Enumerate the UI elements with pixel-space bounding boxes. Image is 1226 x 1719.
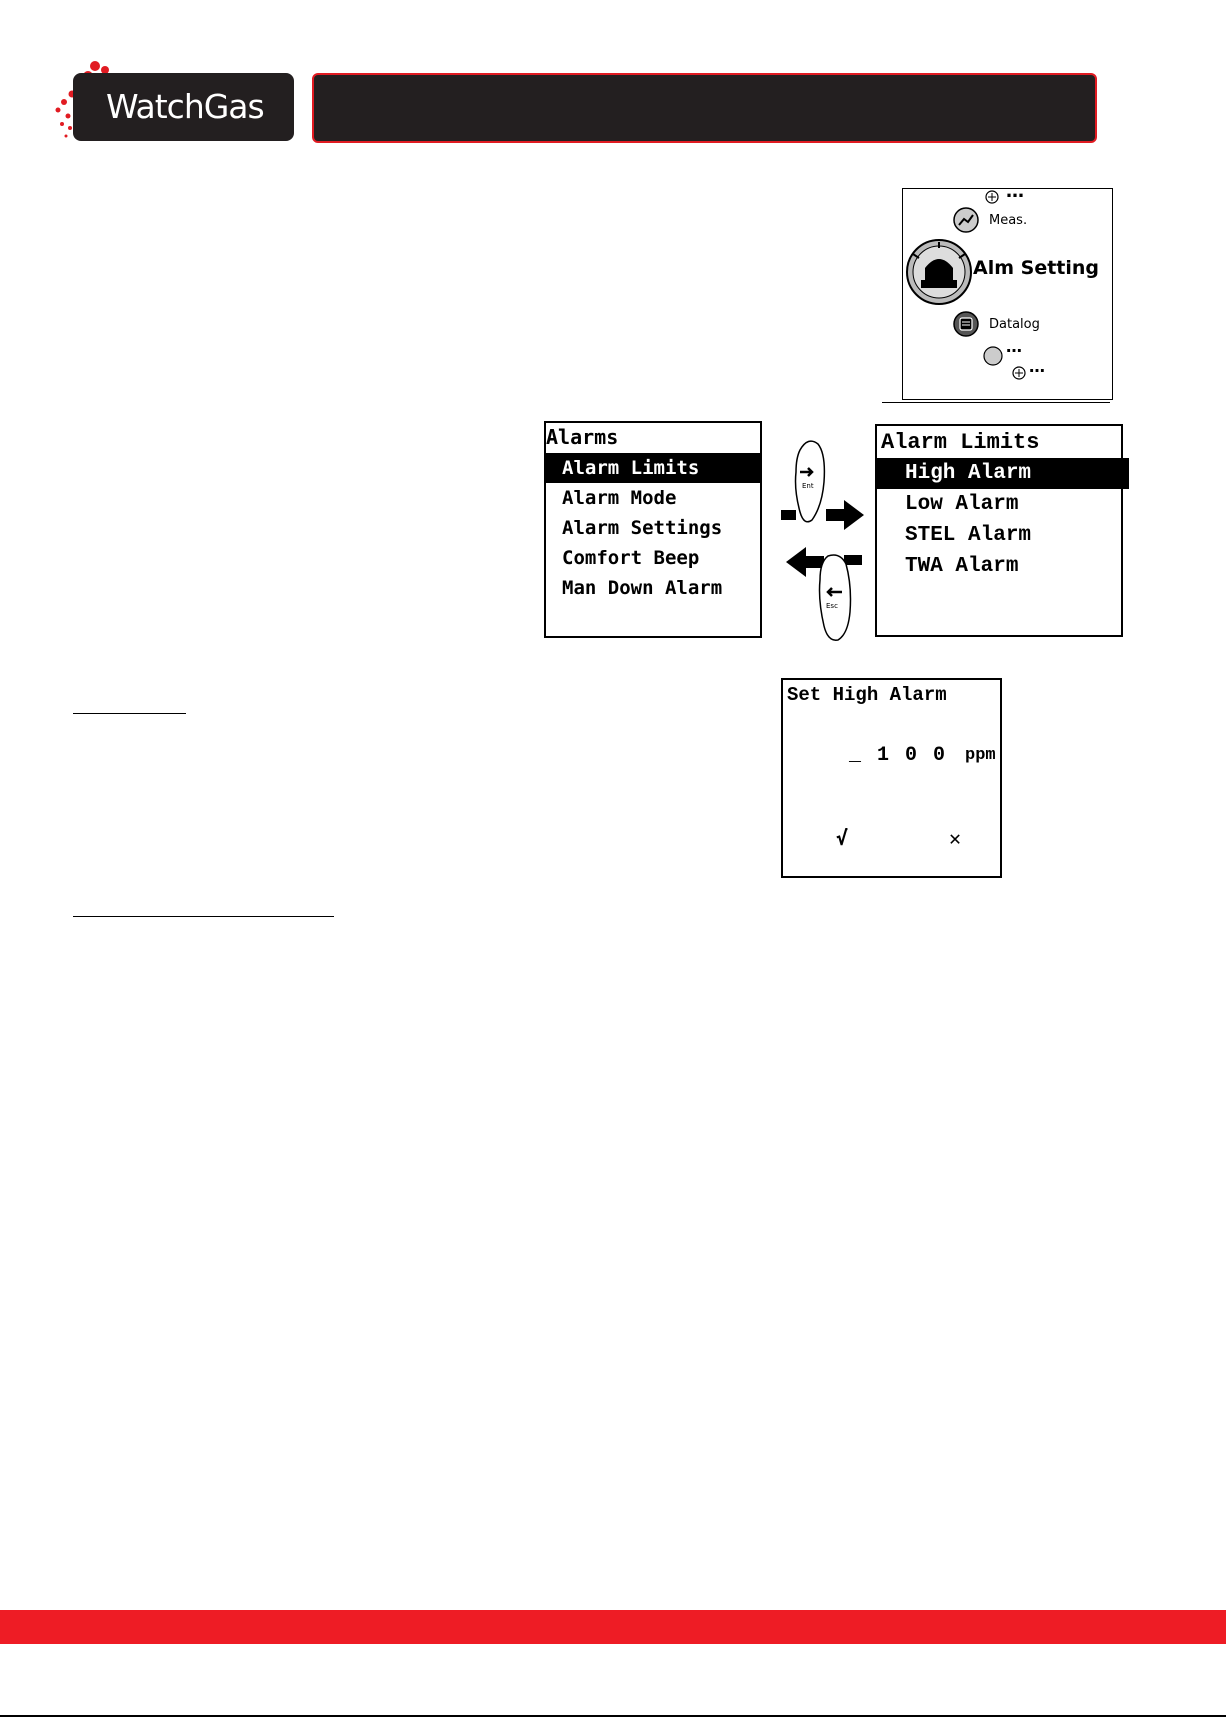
alarm-limits-menu-item[interactable]: TWA Alarm: [905, 555, 1019, 578]
footer-rule: [0, 1715, 1226, 1717]
top-ellipsis: …: [1006, 181, 1024, 202]
enter-key-label: Ent: [802, 482, 814, 490]
ellipsis-1: …: [1006, 337, 1022, 356]
left-arrow-icon: [786, 547, 824, 577]
confirm-button[interactable]: √: [836, 826, 849, 850]
set-high-alarm-screen: [781, 678, 1002, 878]
escape-key-label: Esc: [826, 602, 838, 610]
heading-underline-1: [73, 713, 186, 714]
escape-key-icon: [820, 555, 851, 640]
alarms-screen: [544, 421, 762, 638]
alarms-menu-item[interactable]: Alarm Settings: [562, 517, 723, 539]
alarm-value-field[interactable]: _ 1 0 0: [849, 744, 948, 767]
logo-text: WatchGas: [106, 87, 264, 126]
heading-underline-2: [73, 916, 334, 917]
cancel-button[interactable]: ✕: [949, 826, 962, 850]
alarms-menu-item[interactable]: Comfort Beep: [562, 547, 700, 569]
nav-screen-underline: [882, 402, 1110, 403]
alarm-siren-icon: [905, 238, 973, 306]
unit-label: ppm: [965, 746, 996, 765]
alarm-limits-list: [877, 458, 1129, 582]
alarms-menu-list: [546, 453, 760, 603]
menu-item-icon-3: [1011, 365, 1027, 381]
alarm-limits-screen: [875, 424, 1123, 637]
navigation-keys: [778, 436, 874, 646]
alarms-menu-item[interactable]: Man Down Alarm: [562, 577, 723, 599]
alarms-menu-item[interactable]: Alarm Limits: [546, 453, 760, 483]
datalog-icon: [952, 311, 980, 337]
right-arrow-icon: [826, 500, 864, 530]
alarm-limits-title: Alarm Limits: [881, 430, 1040, 455]
meas-label[interactable]: Meas.: [989, 213, 1028, 228]
menu-item-icon-2: [982, 345, 1004, 367]
header-title-bar: [312, 73, 1097, 143]
alm-setting-label[interactable]: Alm Setting: [973, 257, 1100, 279]
alarm-limits-menu-item[interactable]: STEL Alarm: [905, 524, 1032, 547]
alarms-menu-item[interactable]: Alarm Mode: [562, 487, 677, 509]
set-screen-title: Set High Alarm: [787, 684, 947, 706]
main-menu-screen: [902, 181, 1113, 400]
datalog-label[interactable]: Datalog: [989, 317, 1040, 332]
ellipsis-2: …: [1029, 357, 1045, 376]
measure-icon: [952, 207, 980, 233]
footer-red-bar: [0, 1610, 1226, 1644]
alarm-limits-menu-item[interactable]: Low Alarm: [905, 493, 1019, 516]
menu-item-icon: [984, 189, 1000, 205]
alarm-limits-menu-item[interactable]: High Alarm: [877, 458, 1129, 489]
alarms-title: Alarms: [546, 425, 619, 449]
